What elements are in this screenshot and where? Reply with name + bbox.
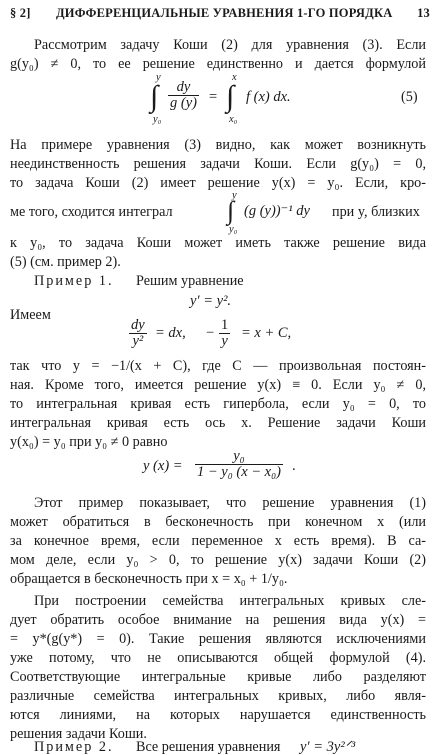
equation-number: (5)	[401, 89, 418, 105]
integral-upper-limit: y	[156, 72, 161, 83]
text-line: g(y₀) ≠ 0, то ее решение единственно и дается формулой	[10, 56, 426, 72]
text-line: мом деле, если y₀ > 0, то решение y(x) задачи Коши (2)	[10, 552, 426, 568]
formula-period: .	[292, 458, 296, 474]
fraction-denominator: 1 − y₀ (x − x₀)	[197, 464, 281, 480]
integral-sign: ∫	[227, 196, 235, 225]
text-line: так что y = −1/(x + C), где C — произвольная постоян-	[10, 358, 426, 374]
text-line: = y*(g(y*) = 0). Такие решения являются исключениями	[10, 631, 426, 647]
formula-fraction	[219, 318, 230, 349]
text-line: Рассмотрим задачу Коши (2) для уравнения (3). Если	[34, 37, 426, 53]
section-marker: § 2]	[10, 6, 31, 20]
fraction-numerator: y₀	[195, 449, 283, 465]
text-line: интегральная кривая есть ось x. Решение задачи Коши	[10, 415, 426, 431]
text-line: может обратиться в бесконечность при конечном x (или	[10, 514, 426, 530]
formula-part: = x + C,	[241, 325, 292, 341]
formula-fraction	[195, 449, 283, 480]
text-line: Соответствующие интегральные кривые либо разделяют	[10, 669, 426, 685]
fraction-numerator: dy	[168, 80, 199, 96]
fraction-denominator: y	[221, 333, 228, 349]
text-line: ме того, сходится интеграл	[10, 204, 173, 220]
formula-part: = dx,	[155, 325, 186, 341]
example-label: Пример 2.	[34, 739, 114, 755]
minus-sign: −	[206, 325, 215, 341]
integral-upper-limit: y	[232, 190, 237, 201]
integral-sign: ∫	[226, 80, 235, 113]
text-line: решения задачи Коши.	[10, 726, 147, 742]
equation: y′ = y².	[190, 293, 232, 309]
running-header	[10, 6, 430, 24]
equation: y′ = 3y²ᐟ³	[300, 739, 356, 755]
formula-lhs: y (x) =	[143, 458, 183, 474]
integral-lower-limit: x₀	[229, 114, 238, 125]
fraction-denominator: g (y)	[170, 95, 197, 111]
integral-sign: ∫	[150, 80, 159, 113]
inline-integral-body: (g (y))⁻¹ dy	[244, 203, 310, 219]
text-line: при y, близких	[332, 204, 420, 220]
formula-fraction	[129, 318, 147, 349]
fraction-numerator: dy	[131, 317, 145, 333]
integral-upper-limit: x	[232, 72, 237, 83]
text-line: то задача Коши (2) имеет решение y(x) = y₀. Если, кро-	[10, 175, 426, 191]
text-line: обращается в бесконечность при x = x₀ + 1/y₀.	[10, 571, 288, 587]
text-line: (5) (см. пример 2).	[10, 254, 121, 270]
text-line: Решим уравнение	[136, 273, 244, 289]
formula-rhs: f (x) dx.	[246, 89, 291, 105]
text-line: Все решения уравнения	[136, 739, 281, 755]
fraction-denominator: y²	[132, 333, 144, 349]
text-line: дует обратить особое внимание на решения вида y(x) =	[10, 612, 426, 628]
text-line: уже потому, что не описываются общей формулой (4).	[10, 650, 426, 666]
example-label: Пример 1.	[34, 273, 114, 289]
integral-lower-limit: y₀	[153, 114, 162, 125]
text-line: то интегральная кривая есть гипербола, если y₀ = 0, то	[10, 396, 426, 412]
formula-fraction	[168, 80, 199, 111]
text-line: ная. Кроме того, имеется решение y(x) ≡ 0. Если y₀ ≠ 0,	[10, 377, 426, 393]
text-line: y(x₀) = y₀ при y₀ ≠ 0 равно	[10, 434, 168, 450]
chapter-title: ДИФФЕРЕНЦИАЛЬНЫЕ УРАВНЕНИЯ 1-ГО ПОРЯДКА	[56, 6, 393, 20]
text-line: Имеем	[10, 307, 51, 323]
text-line: за конечное время, если переменное x есть время). В са-	[10, 533, 426, 549]
text-line: ются линиями, на которых нарушается единственность	[10, 707, 426, 723]
text-line: различные семейства интегральных кривых, либо явля-	[10, 688, 426, 704]
text-line: На примере уравнения (3) видно, как может возникнуть	[10, 137, 426, 153]
fraction-numerator: 1	[221, 317, 229, 333]
text-line: При построении семейства интегральных кривых сле-	[34, 593, 426, 609]
text-line: неединственность решения задачи Коши. Если g(y₀) = 0,	[10, 156, 426, 172]
text-line: Этот пример показывает, что решение уравнения (1)	[34, 495, 426, 511]
text-line: к y₀, то задача Коши может иметь также решение вида	[10, 235, 426, 251]
integral-lower-limit: y₀	[229, 224, 238, 235]
equals-sign: =	[209, 89, 218, 105]
page-number: 13	[417, 6, 430, 20]
